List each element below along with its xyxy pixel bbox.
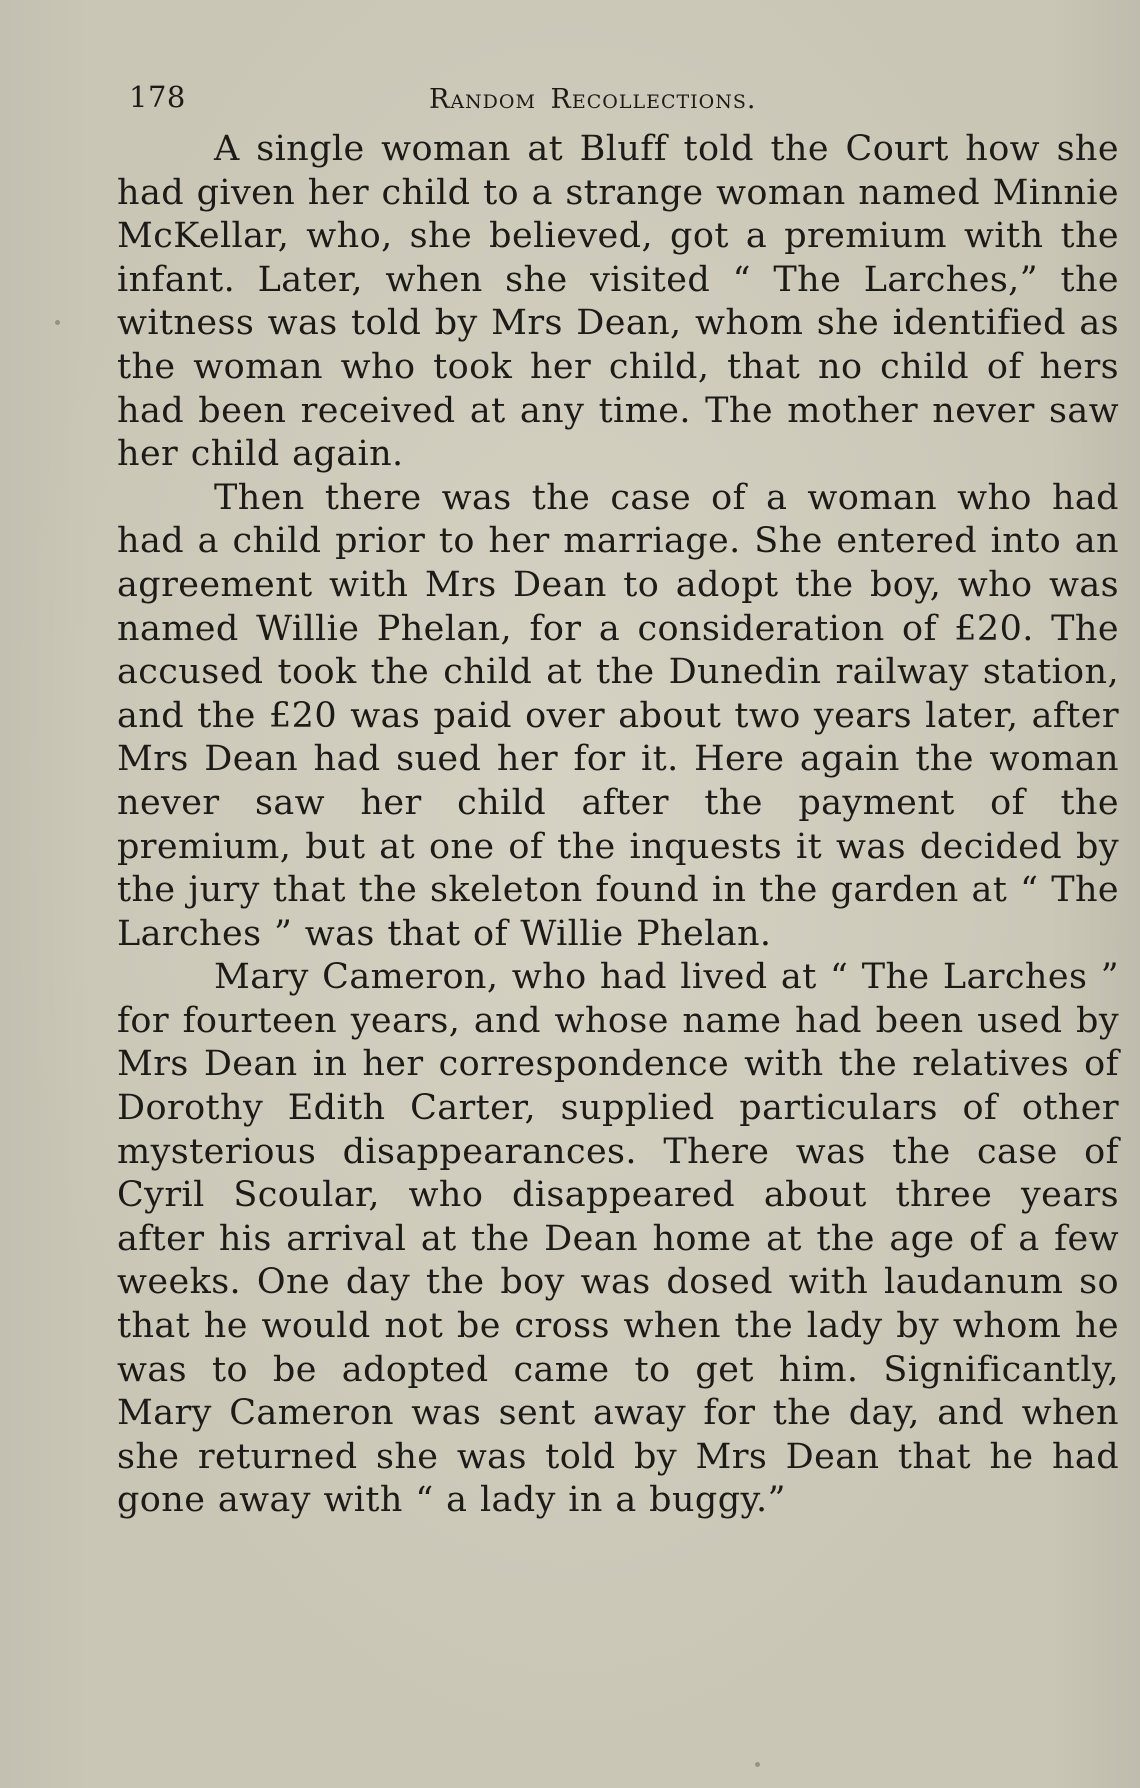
running-title: Random Recollections.	[429, 84, 757, 115]
paragraph-willie-phelan: Then there was the case of a woman who had had a child prior to her marriage. She entered into an agreement with Mrs Dean to adopt the boy, who was named Willie Phelan, for a consideration of £20. The accused took the child at the Dunedin railway station, and the £20 was paid over about two years later, after Mrs Dean had sued her for it. Here again the woman never saw her child after the payment of the premium, but at one of the inquests it was decided by the jury that the skeleton found in the garden at “ The Larches ” was that of Willie Phelan.	[117, 477, 1119, 954]
paper-speck	[55, 320, 60, 325]
running-head	[117, 72, 1119, 128]
paragraph-mary-cameron: Mary Cameron, who had lived at “ The Larches ” for fourteen years, and whose name had been used by Mrs Dean in her correspondence with the relatives of Dorothy Edith Carter, supplied particulars of other mysterious disappearances. There was the case of Cyril Scoular, who disappeared about three years after his arrival at the Dean home at the age of a few weeks. One day the boy was dosed with laudanum so that he would not be cross when the lady by whom he was to be adopted came to get him. Significantly, Mary Cameron was sent away for the day, and when she returned she was told by Mrs Dean that he had gone away with “ a lady in a buggy.”	[117, 957, 1119, 1521]
page-number: 178	[129, 80, 186, 114]
paper-speck	[755, 1762, 760, 1767]
book-page	[117, 72, 1119, 1523]
paragraph-bluff-witness: A single woman at Bluff told the Court how she had given her child to a strange woman named Minnie McKellar, who, she believed, got a premium with the infant. Later, when she visited “ The Larches,” the witness was told by Mrs Dean, whom she identified as the woman who took her child, that no child of hers had been received at any time. The mother never saw her child again.	[117, 129, 1119, 475]
body-text	[117, 128, 1119, 1523]
